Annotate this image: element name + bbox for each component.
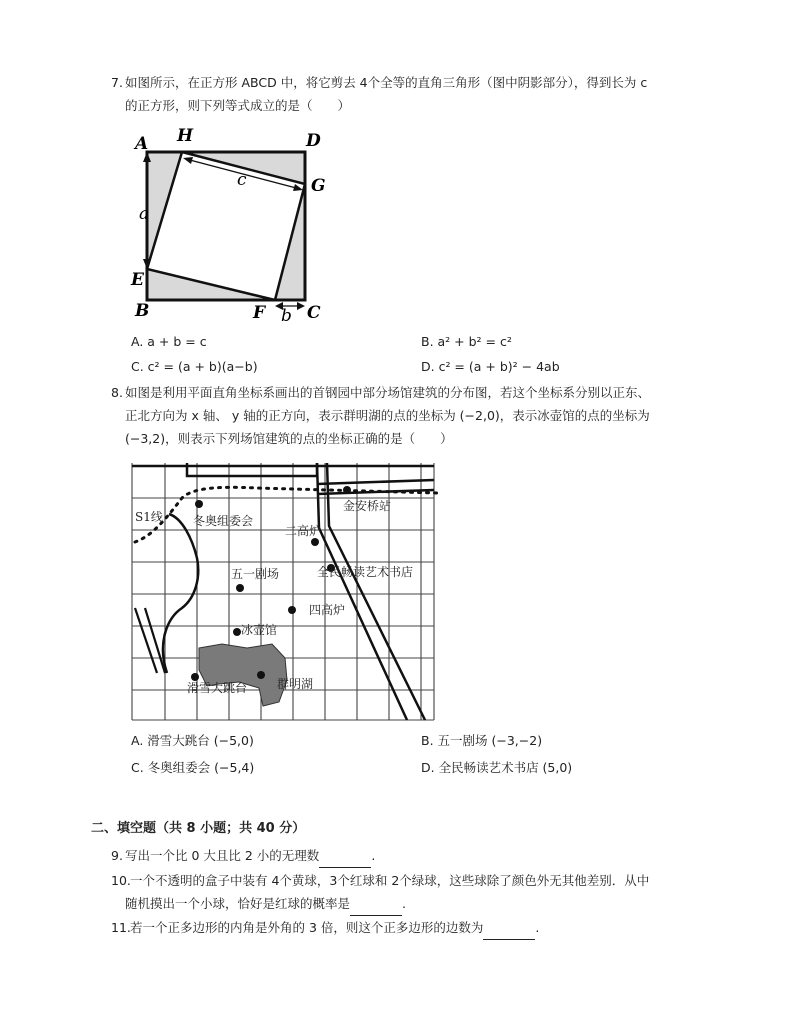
label-C: C [307,303,321,323]
q8-text-line2: 正北方向为 x 轴、 y 轴的正方向，表示群明湖的点的坐标为 (−2,0)，表示冰壶馆的点的坐标为 [125,408,650,423]
map-figure [127,458,439,724]
q10-end: . [402,896,406,911]
q11-text [130,917,539,940]
label-G: G [311,176,326,196]
q8-number: 8. [111,385,123,400]
label-B: B [135,301,150,321]
map-label-winter-committee: 冬奥组委会 [193,514,254,528]
label-D: D [306,131,321,151]
q7-text-line1: 如图所示，在正方形 ABCD 中，将它剪去 4个全等的直角三角形（图中阴影部分），得到长为 c [125,75,648,90]
q10-number: 10. [111,873,131,888]
q8-option-c: C. 冬奥组委会 (−5,4) [131,760,255,775]
q9-answer-blank[interactable] [319,845,371,868]
q7-option-c: C. c² = (a + b)(a−b) [131,359,258,374]
map-label-ski-jump: 滑雪大跳台 [187,681,248,695]
q9-end: . [371,848,376,863]
label-A: A [135,134,149,154]
square-figure [125,122,345,327]
q8-option-d: D. 全民畅读艺术书店 (5,0) [421,760,573,775]
label-F: F [253,303,266,323]
q11-end: . [535,920,540,935]
map-label-curling-hall: 冰壶馆 [241,623,278,637]
map-label-second-furnace: 二高炉 [285,524,322,538]
q8-text-line1: 如图是利用平面直角坐标系画出的首钢园中部分场馆建筑的分布图，若这个坐标系分别以正东、 [125,385,651,400]
map-label-jinan-station: 金安桥站 [343,499,392,513]
map-label-qunming-lake: 群明湖 [277,677,314,691]
q9-question: 写出一个比 0 大且比 2 小的无理数 [125,848,320,863]
q8-option-a: A. 滑雪大跳台 (−5,0) [131,733,254,748]
q10-text-line1: 一个不透明的盒子中装有 4个黄球，3个红球和 2个绿球，这些球除了颜色外无其他差别．从中 [130,873,650,888]
label-H: H [177,126,194,146]
map-label-fourth-furnace: 四高炉 [309,603,346,617]
q11-number: 11. [111,920,131,935]
q7-number: 7. [111,75,123,90]
q8-option-b: B. 五一剧场 (−3,−2) [421,733,543,748]
q9-number: 9. [111,848,123,863]
q7-option-b: B. a² + b² = c² [421,334,512,349]
map-label-bookstore: 全民畅读艺术书店 [317,565,414,579]
q11-answer-blank[interactable] [483,917,535,940]
map-label-wuyi-theater: 五一剧场 [231,567,280,581]
q7-option-a: A. a + b = c [131,334,207,349]
q7-option-d: D. c² = (a + b)² − 4ab [421,359,560,374]
label-b: b [281,306,292,326]
q10-question: 随机摸出一个小球，恰好是红球的概率是 [125,896,351,911]
map-label-s1: S1线 [135,510,163,524]
q9-text [125,845,375,868]
section-title: 二、填空题（共 8 小题；共 40 分） [91,821,306,836]
label-a: a [139,204,150,224]
q7-text-line2: 的正方形，则下列等式成立的是（ ） [125,98,351,113]
q11-question: 若一个正多边形的内角是外角的 3 倍，则这个正多边形的边数为 [130,920,484,935]
q10-answer-blank[interactable] [350,893,402,916]
label-c: c [237,170,247,190]
q8-text-line3: (−3,2)，则表示下列场馆建筑的点的坐标正确的是（ ） [125,431,453,446]
label-E: E [131,270,144,290]
q10-text-line2 [125,893,406,916]
